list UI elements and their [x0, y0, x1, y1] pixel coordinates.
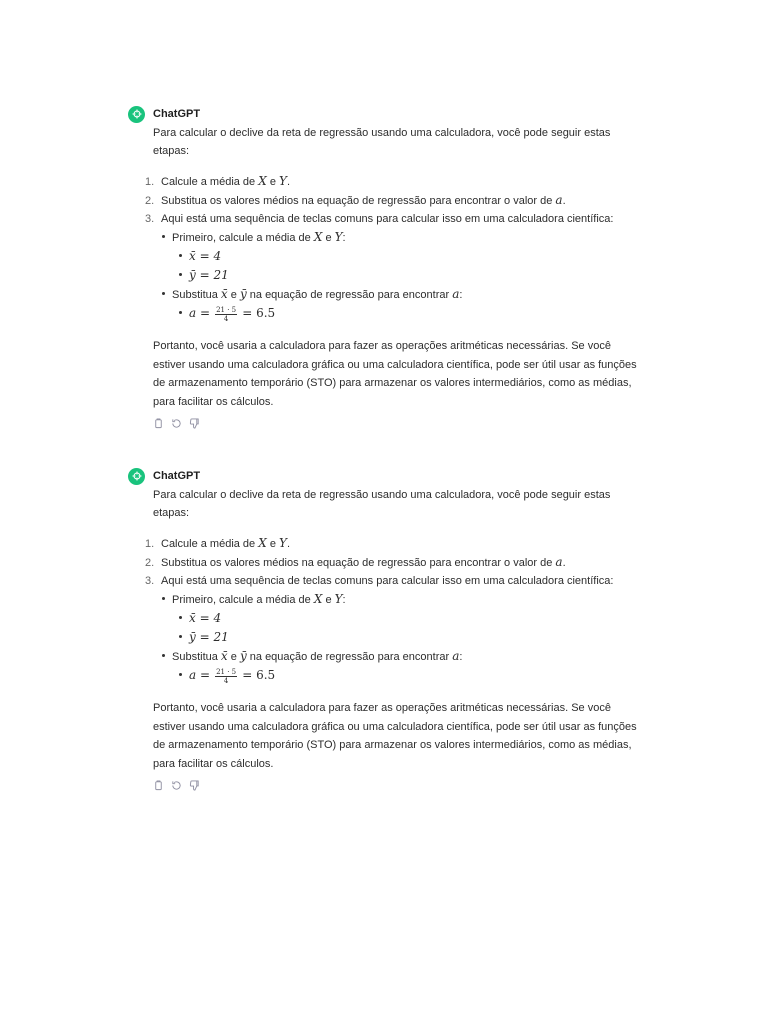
step-text: Substitua os valores médios na equação de regressão para encontrar o valor de: [161, 557, 556, 569]
intro-text: Para calcular o declive da reta de regressão usando uma calculadora, você pode seguir estas etapas:: [153, 489, 611, 519]
steps-list: [145, 534, 648, 685]
sub-list: [172, 247, 648, 285]
math-symbol: x̄: [220, 287, 228, 301]
math-expression: = 6.5: [242, 306, 276, 320]
fraction: [215, 306, 237, 323]
math-symbol: X: [313, 230, 323, 244]
step-text: .: [286, 538, 290, 550]
closing-text: Portanto, você usaria a calculadora para fazer as operações aritméticas necessárias. Se você estiver usando uma calculadora gráfica ou uma calculadora científica, pode ser útil usar as funções de armazenamento temporário (STO) para armazenar os valores intermediários, como as médias, para facilitar os cálculos.: [153, 340, 637, 408]
math-symbol: ȳ: [239, 649, 247, 663]
bullet-text: e: [227, 651, 240, 663]
message-content: [145, 124, 648, 429]
list-number: 1.: [145, 176, 155, 188]
bullet-text: :: [459, 289, 463, 301]
step-text: .: [562, 195, 566, 207]
bullet-text: :: [342, 594, 346, 606]
bullet-text: :: [342, 232, 346, 244]
step-text: Calcule a média de: [161, 538, 259, 550]
step-text: e: [266, 176, 280, 188]
math-expression: a =: [189, 306, 211, 320]
bullet-text: na equação de regressão para encontrar: [246, 289, 453, 301]
math-symbol: X: [258, 536, 267, 550]
bullet-text: :: [459, 651, 463, 663]
fraction-numerator: 21 · 5: [216, 305, 237, 314]
math-symbol: X: [313, 592, 323, 606]
sub-list: [145, 228, 648, 323]
refresh-icon[interactable]: [170, 417, 182, 429]
author-name: ChatGPT: [153, 470, 201, 482]
thumbs-down-icon[interactable]: [188, 779, 200, 791]
list-item: [178, 628, 648, 647]
fraction-numerator: 21 · 5: [216, 667, 237, 676]
math-symbol: ȳ: [239, 287, 247, 301]
math-symbol: Y: [334, 592, 343, 606]
fraction: [215, 668, 237, 685]
list-item: [178, 266, 648, 285]
list-item: [178, 666, 648, 685]
list-number: 2.: [145, 195, 155, 207]
step-text: .: [286, 176, 290, 188]
math-expression: x̄ = 4: [189, 249, 222, 263]
list-item: [161, 285, 648, 323]
sub-list: [172, 304, 648, 323]
chat-message: [128, 104, 648, 429]
openai-logo-icon: [128, 106, 145, 123]
thumbs-down-icon[interactable]: [188, 417, 200, 429]
step-text: Calcule a média de: [161, 176, 259, 188]
sub-list: [172, 609, 648, 647]
clipboard-icon[interactable]: [152, 779, 164, 791]
bullet-text: e: [322, 232, 335, 244]
math-symbol: X: [258, 174, 267, 188]
bullet-text: Substitua: [172, 651, 221, 663]
step-text: Aqui está uma sequência de teclas comuns para calcular isso em uma calculadora científica:: [161, 575, 614, 587]
chat-message: [128, 466, 648, 791]
bullet-text: Primeiro, calcule a média de: [172, 594, 314, 606]
list-number: 2.: [145, 557, 155, 569]
list-item: [161, 590, 648, 647]
bullet-text: e: [322, 594, 335, 606]
list-item: [161, 228, 648, 285]
fraction-denominator: 4: [223, 314, 229, 323]
fraction-denominator: 4: [223, 676, 229, 685]
list-item: [178, 609, 648, 628]
bullet-text: Primeiro, calcule a média de: [172, 232, 314, 244]
message-content: [145, 486, 648, 791]
openai-logo-icon: [128, 468, 145, 485]
list-item: [141, 534, 648, 553]
step-text: .: [562, 557, 566, 569]
list-number: 3.: [145, 213, 155, 225]
sub-list: [145, 590, 648, 685]
math-expression: x̄ = 4: [189, 611, 222, 625]
math-symbol: Y: [279, 174, 287, 188]
list-item: [161, 647, 648, 685]
step-text: Substitua os valores médios na equação de regressão para encontrar o valor de: [161, 195, 556, 207]
list-item: [141, 191, 648, 210]
step-text: e: [266, 538, 280, 550]
list-item: [178, 247, 648, 266]
list-number: 1.: [145, 538, 155, 550]
list-number: 3.: [145, 575, 155, 587]
math-symbol: a: [452, 287, 460, 301]
math-expression: ȳ = 21: [189, 268, 229, 282]
math-expression: a =: [189, 668, 211, 682]
intro-text: Para calcular o declive da reta de regressão usando uma calculadora, você pode seguir estas etapas:: [153, 127, 611, 157]
sub-list: [172, 666, 648, 685]
list-item: [141, 210, 648, 323]
list-item: [178, 304, 648, 323]
math-expression: = 6.5: [242, 668, 276, 682]
math-expression: ȳ = 21: [189, 630, 229, 644]
clipboard-icon[interactable]: [152, 417, 164, 429]
message-header: [128, 104, 648, 124]
message-header: [128, 466, 648, 486]
math-symbol: x̄: [220, 649, 228, 663]
message-actions: [152, 417, 648, 429]
steps-list: [145, 172, 648, 323]
closing-text: Portanto, você usaria a calculadora para fazer as operações aritméticas necessárias. Se você estiver usando uma calculadora gráfica ou uma calculadora científica, pode ser útil usar as funções de armazenamento temporário (STO) para armazenar os valores intermediários, como as médias, para facilitar os cálculos.: [153, 702, 637, 770]
math-symbol: Y: [279, 536, 287, 550]
list-item: [141, 553, 648, 572]
math-symbol: a: [555, 555, 563, 569]
author-name: ChatGPT: [153, 108, 201, 120]
bullet-text: Substitua: [172, 289, 221, 301]
math-symbol: a: [452, 649, 460, 663]
math-symbol: Y: [334, 230, 343, 244]
bullet-text: na equação de regressão para encontrar: [246, 651, 453, 663]
step-text: Aqui está uma sequência de teclas comuns para calcular isso em uma calculadora científica:: [161, 213, 614, 225]
message-actions: [152, 779, 648, 791]
bullet-text: e: [227, 289, 240, 301]
list-item: [141, 572, 648, 685]
math-symbol: a: [555, 193, 563, 207]
refresh-icon[interactable]: [170, 779, 182, 791]
list-item: [141, 172, 648, 191]
